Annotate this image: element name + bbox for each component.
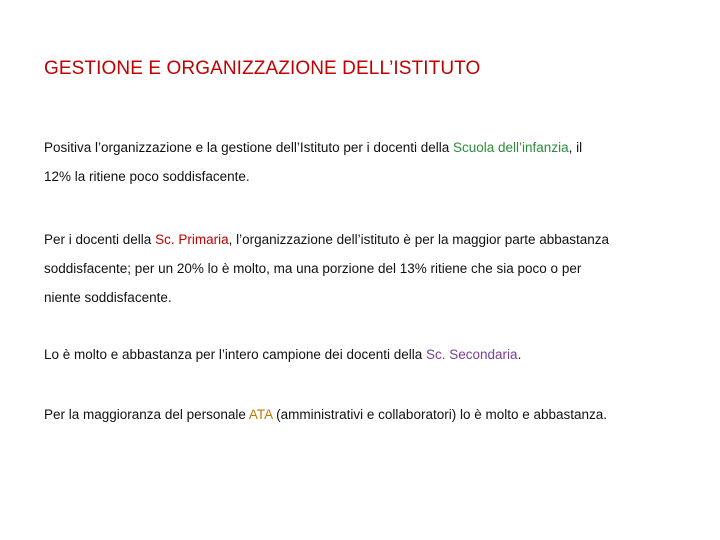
paragraph-line: soddisfacente; per un 20% lo è molto, ma una porzione del 13% ritiene che sia poco o per	[44, 261, 582, 276]
paragraph-infanzia	[44, 133, 694, 191]
text-segment: Per i docenti della	[44, 232, 156, 247]
paragraph-line: 12% la ritiene poco soddisfacente.	[44, 169, 250, 184]
highlight-sc-primaria: Sc. Primaria	[155, 232, 229, 247]
highlight-scuola-infanzia: Scuola dell’infanzia	[453, 140, 569, 155]
paragraph-secondaria	[44, 340, 694, 369]
paragraph-line	[44, 340, 694, 369]
paragraph-line	[44, 133, 694, 162]
paragraph-line	[44, 400, 694, 429]
text-segment: , il	[568, 140, 583, 155]
slide-title: GESTIONE E ORGANIZZAZIONE DELL’ISTITUTO	[44, 58, 481, 79]
highlight-sc-secondaria: Sc. Secondaria	[426, 347, 518, 362]
text-segment: Per la maggioranza del personale	[44, 407, 249, 422]
paragraph-line: niente soddisfacente.	[44, 290, 172, 305]
text-segment: , l’organizzazione dell’istituto è per la maggior parte abbastanza	[228, 232, 610, 247]
highlight-ata: ATA	[248, 407, 273, 422]
text-segment: (amministrativi e collaboratori) lo è molto e abbastanza.	[272, 407, 608, 422]
text-segment: Positiva l’organizzazione e la gestione dell’Istituto per i docenti della	[44, 140, 453, 155]
text-segment: .	[517, 347, 522, 362]
paragraph-ata	[44, 400, 694, 429]
paragraph-primaria	[44, 225, 694, 312]
text-segment: Lo è molto e abbastanza per l’intero campione dei docenti della	[44, 347, 426, 362]
paragraph-line	[44, 225, 694, 254]
